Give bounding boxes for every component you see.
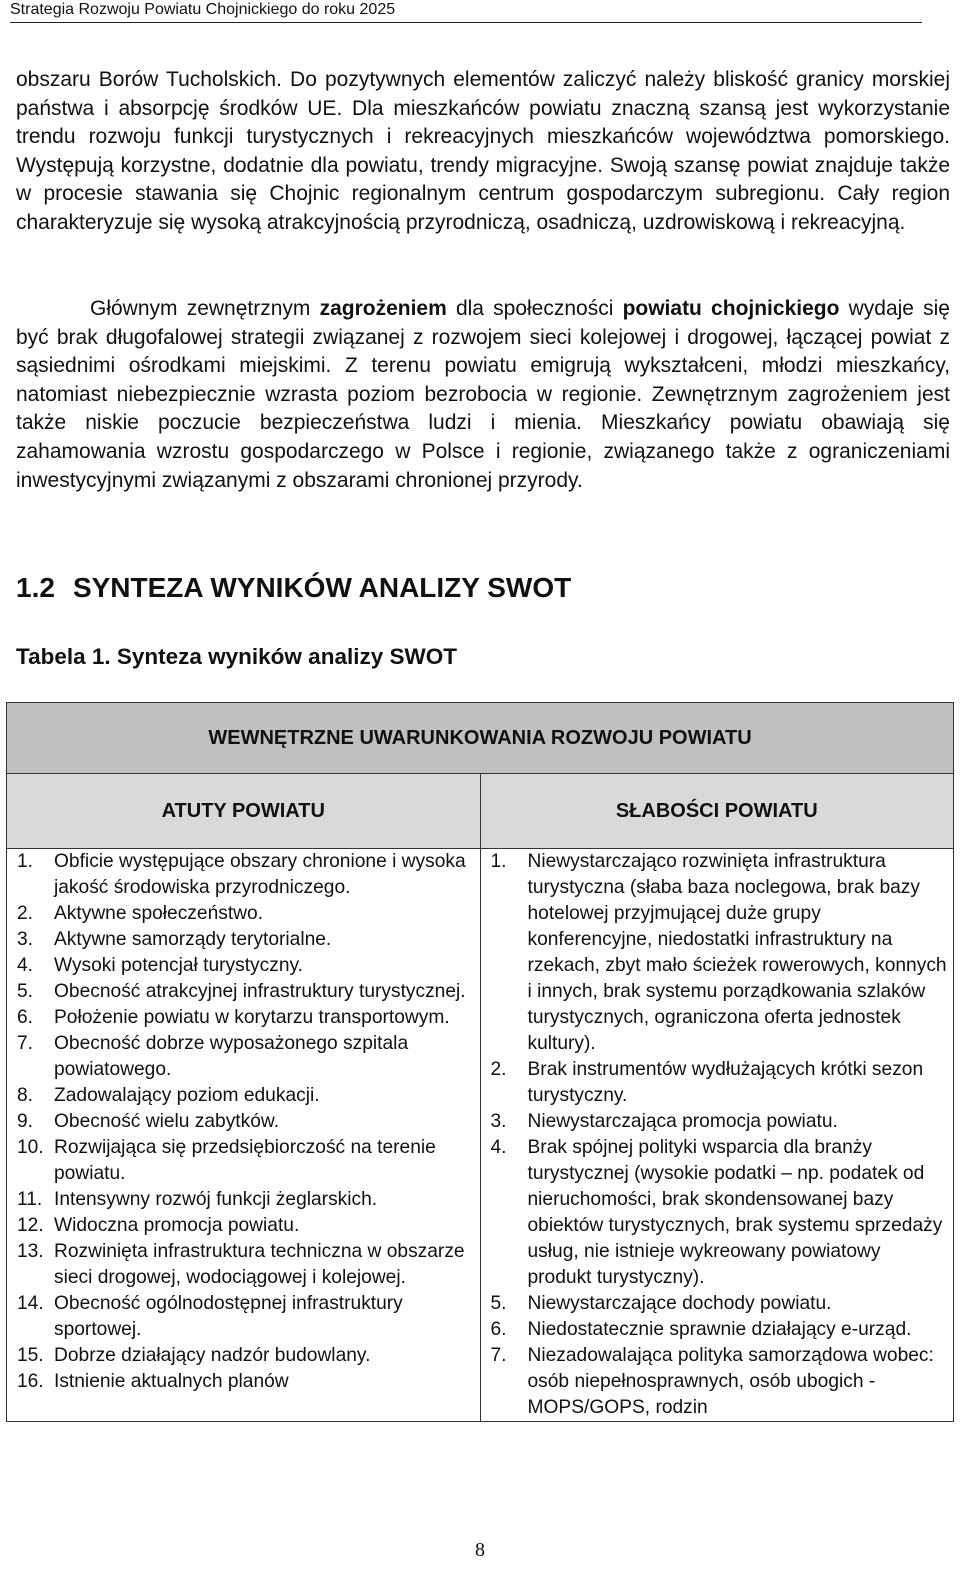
- list-item-number: 1.: [490, 851, 507, 872]
- strengths-column: [7, 849, 481, 1422]
- list-item-number: 3.: [17, 929, 34, 950]
- list-item-number: 5.: [17, 981, 34, 1002]
- list-item: [7, 1109, 480, 1135]
- paragraph-threats-text-1: Głównym zewnętrznym: [90, 297, 320, 320]
- list-item: [7, 953, 480, 979]
- weaknesses-header: SŁABOŚCI POWIATU: [480, 774, 954, 849]
- list-item: [7, 1187, 480, 1213]
- list-item-text: Niedostatecznie sprawnie działający e-urząd.: [527, 1319, 912, 1340]
- swot-table: [6, 702, 954, 1422]
- list-item: [481, 1291, 954, 1317]
- paragraph-threats-bold-1: zagrożeniem: [319, 297, 447, 320]
- list-item-text: Obecność ogólnodostępnej infrastruktury sportowej.: [54, 1293, 403, 1340]
- list-item-text: Istnienie aktualnych planów: [54, 1371, 289, 1392]
- list-item-text: Obecność dobrze wyposażonego szpitala powiatowego.: [54, 1033, 409, 1080]
- list-item: [481, 1109, 954, 1135]
- list-item-number: 10.: [17, 1137, 44, 1158]
- list-item-text: Wysoki potencjał turystyczny.: [54, 955, 303, 976]
- list-item-text: Niewystarczająca promocja powiatu.: [527, 1111, 838, 1132]
- list-item-number: 6.: [490, 1319, 507, 1340]
- list-item: [7, 1031, 480, 1083]
- running-header: Strategia Rozwoju Powiatu Chojnickiego do roku 2025: [10, 0, 922, 23]
- list-item-number: 4.: [17, 955, 34, 976]
- weaknesses-list: [481, 849, 954, 1421]
- list-item-text: Intensywny rozwój funkcji żeglarskich.: [54, 1189, 378, 1210]
- list-item-number: 2.: [17, 903, 34, 924]
- list-item-text: Brak spójnej polityki wsparcia dla branży turystycznej (wysokie podatki – np. podatek od nieruchomości, brak skondensowanej bazy obiektów turystycznych, brak systemu sprzedaży usług, nie istnieje wykreowany powiatowy produkt turystyczny).: [527, 1137, 943, 1288]
- list-item-text: Położenie powiatu w korytarzu transportowym.: [54, 1007, 450, 1028]
- paragraph-threats: [16, 295, 950, 495]
- list-item-number: 9.: [17, 1111, 34, 1132]
- list-item: [7, 1369, 480, 1395]
- list-item-number: 14.: [17, 1293, 44, 1314]
- list-item-number: 16.: [17, 1371, 44, 1392]
- table-caption: Tabela 1. Synteza wyników analizy SWOT: [16, 644, 457, 669]
- list-item-text: Dobrze działający nadzór budowlany.: [54, 1345, 371, 1366]
- list-item: [7, 849, 480, 901]
- section-heading: [16, 572, 571, 604]
- strengths-list: [7, 849, 480, 1395]
- list-item: [7, 1343, 480, 1369]
- list-item: [7, 1005, 480, 1031]
- paragraph-opportunities: obszaru Borów Tucholskich. Do pozytywnych elementów zaliczyć należy bliskość granicy morskiej państwa i absorpcję środków UE. Dla mieszkańców powiatu znaczną szansą jest wykorzystanie trendu rozwoju funkcji turystycznych i rekreacyjnych mieszkańców województwa pomorskiego. Występują korzystne, dodatnie dla powiatu, trendy migracyjne. Swoją szansę powiat znajduje także w procesie stawania się Chojnic regionalnym centrum gospodarczym subregionu. Cały region charakteryzuje się wysoką atrakcyjnością przyrodniczą, osadniczą, uzdrowiskową i rekreacyjną.: [16, 68, 950, 234]
- swot-main-header-row: [7, 703, 954, 774]
- list-item-number: 13.: [17, 1241, 44, 1262]
- list-item-number: 7.: [17, 1033, 34, 1054]
- swot-sub-header-row: [7, 774, 954, 849]
- paragraph-threats-text-2: dla społeczności: [446, 297, 623, 320]
- strengths-header: ATUTY POWIATU: [7, 774, 481, 849]
- page-number: 8: [475, 1539, 485, 1561]
- list-item-text: Obecność wielu zabytków.: [54, 1111, 280, 1132]
- list-item: [7, 1239, 480, 1291]
- list-item: [7, 901, 480, 927]
- list-item-number: 1.: [17, 851, 34, 872]
- list-item-text: Obficie występujące obszary chronione i wysoka jakość środowiska przyrodniczego.: [54, 851, 466, 898]
- swot-main-header: WEWNĘTRZNE UWARUNKOWANIA ROZWOJU POWIATU: [7, 703, 954, 774]
- list-item: [481, 1317, 954, 1343]
- list-item: [7, 927, 480, 953]
- section-number: 1.2: [16, 572, 55, 603]
- list-item: [481, 1135, 954, 1291]
- list-item: [481, 849, 954, 1057]
- list-item: [481, 1057, 954, 1109]
- list-item: [7, 1083, 480, 1109]
- list-item-number: 7.: [490, 1345, 507, 1366]
- list-item-number: 3.: [490, 1111, 507, 1132]
- list-item-text: Rozwinięta infrastruktura techniczna w obszarze sieci drogowej, wodociągowej i kolejowej.: [54, 1241, 465, 1288]
- list-item-text: Niewystarczająco rozwinięta infrastruktura turystyczna (słaba baza noclegowa, brak bazy hotelowej przyjmującej duże grupy konferencyjne, niedostatki infrastruktury na rzekach, zbyt mało ścieżek rowerowych, konnych i innych, brak systemu porządkowania szlaków turystycznych, ograniczona oferta jednostek kultury).: [527, 851, 947, 1054]
- list-item-number: 12.: [17, 1215, 44, 1236]
- list-item-text: Brak instrumentów wydłużających krótki sezon turystyczny.: [527, 1059, 924, 1106]
- list-item-text: Aktywne społeczeństwo.: [54, 903, 264, 924]
- list-item-number: 11.: [17, 1189, 43, 1210]
- list-item-number: 15.: [17, 1345, 44, 1366]
- list-item-text: Rozwijająca się przedsiębiorczość na terenie powiatu.: [54, 1137, 436, 1184]
- list-item-number: 6.: [17, 1007, 34, 1028]
- list-item-text: Widoczna promocja powiatu.: [54, 1215, 300, 1236]
- list-item-text: Obecność atrakcyjnej infrastruktury turystycznej.: [54, 981, 466, 1002]
- list-item: [7, 979, 480, 1005]
- paragraph-threats-text-3: wydaje się być brak długofalowej strategii związanej z rozwojem sieci kolejowej i drogowej, łączącej powiat z sąsiednimi ośrodkami miejskimi. Z terenu powiatu emigrują wykształceni, młodzi mieszkańcy, natomiast niebezpiecznie wzrasta poziom bezrobocia w regionie. Zewnętrznym zagrożeniem jest także niskie poczucie bezpieczeństwa ludzi i mienia. Mieszkańcy powiatu obawiają się zahamowania wzrostu gospodarczego w Polsce i regionie, związanego także z ograniczeniami inwestycyjnymi związanymi z obszarami chronionej przyrody.: [16, 297, 950, 492]
- list-item-text: Niezadowalająca polityka samorządowa wobec: osób niepełnosprawnych, osób ubogich - MOPS/GOPS, rodzin: [527, 1345, 934, 1418]
- weaknesses-column: [480, 849, 954, 1422]
- list-item-number: 5.: [490, 1293, 507, 1314]
- swot-body-row: [7, 849, 954, 1422]
- list-item-text: Aktywne samorządy terytorialne.: [54, 929, 332, 950]
- list-item: [7, 1135, 480, 1187]
- list-item: [7, 1291, 480, 1343]
- list-item-text: Zadowalający poziom edukacji.: [54, 1085, 320, 1106]
- paragraph-threats-bold-2: powiatu chojnickiego: [622, 297, 840, 320]
- list-item-text: Niewystarczające dochody powiatu.: [527, 1293, 832, 1314]
- list-item-number: 8.: [17, 1085, 34, 1106]
- list-item: [7, 1213, 480, 1239]
- list-item-number: 4.: [490, 1137, 507, 1158]
- section-title: SYNTEZA WYNIKÓW ANALIZY SWOT: [72, 572, 572, 603]
- list-item: [481, 1343, 954, 1421]
- list-item-number: 2.: [490, 1059, 507, 1080]
